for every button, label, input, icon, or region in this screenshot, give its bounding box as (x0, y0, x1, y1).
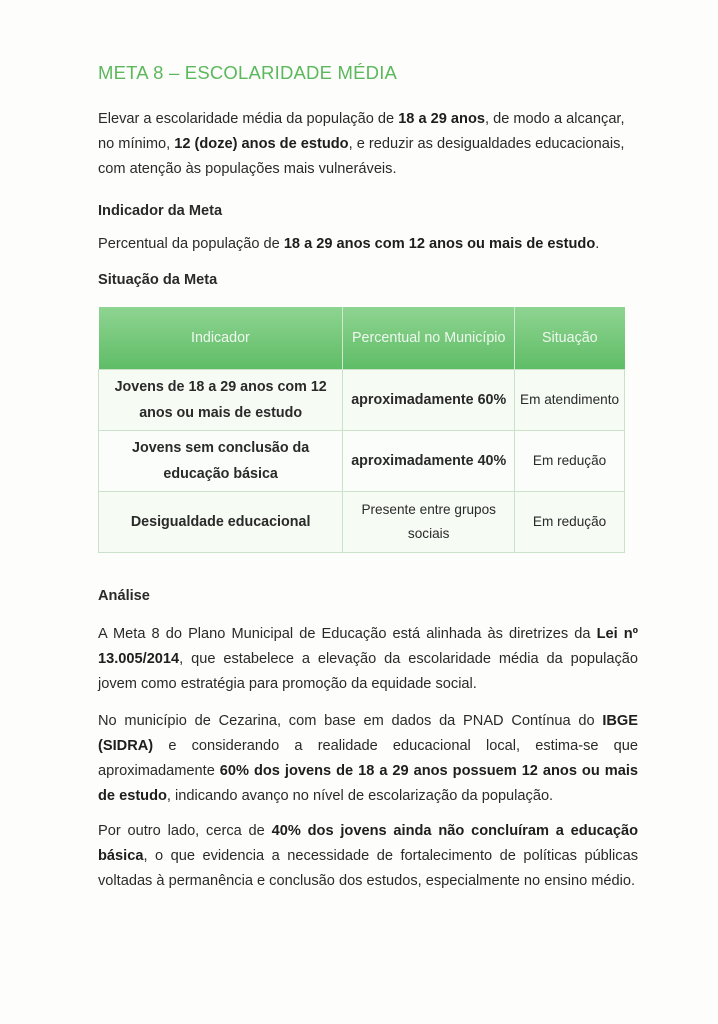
header-percentual: Percentual no Município (343, 307, 515, 370)
cell-percentual: aproximadamente 40% (343, 431, 515, 492)
analise-paragraph-3: Por outro lado, cerca de 40% dos jovens ainda não concluíram a educação básica, o que evidencia a necessidade de fortalecimento de políticas públicas voltadas à permanência e conclusão dos estudos, especialmente no ensino médio. (98, 823, 638, 889)
header-situacao: Situação (515, 307, 625, 370)
intro-paragraph: Elevar a escolaridade média da população de 18 a 29 anos, de modo a alcançar, no mínimo, 12 (doze) anos de estudo, e reduzir as desigualdades educacionais, com atenção às populações mais vulneráveis. (98, 111, 625, 177)
cell-percentual: aproximadamente 60% (343, 370, 515, 431)
analise-paragraph-2: No município de Cezarina, com base em dados da PNAD Contínua do IBGE (SIDRA) e considerando a realidade educacional local, estima-se que aproximadamente 60% dos jovens de 18 a 29 anos possuem 12 anos ou mais de estudo, indicando avanço no nível de escolarização da população. (98, 713, 639, 804)
cell-situacao: Em atendimento (515, 370, 625, 431)
cell-indicador: Jovens de 18 a 29 anos com 12 anos ou mais de estudo (99, 370, 343, 431)
analise-paragraph-1: A Meta 8 do Plano Municipal de Educação está alinhada às diretrizes da Lei nº 13.005/2014, que estabelece a elevação da escolaridade média da população jovem como estratégia para promoção da equidade social. (98, 626, 638, 692)
cell-situacao: Em redução (515, 431, 625, 492)
situacao-heading: Situação da Meta (98, 272, 218, 288)
table-row (99, 431, 625, 492)
cell-indicador: Jovens sem conclusão da educação básica (99, 431, 343, 492)
header-indicador: Indicador (99, 307, 343, 370)
page-title: META 8 – ESCOLARIDADE MÉDIA (98, 62, 398, 83)
indicador-paragraph: Percentual da população de 18 a 29 anos com 12 anos ou mais de estudo. (98, 236, 600, 252)
table-row (99, 492, 625, 553)
situacao-table (98, 307, 625, 553)
table-row (99, 370, 625, 431)
cell-situacao: Em redução (515, 492, 625, 553)
analise-heading: Análise (98, 588, 150, 604)
cell-indicador: Desigualdade educacional (99, 492, 343, 553)
indicador-heading: Indicador da Meta (98, 203, 223, 219)
cell-percentual: Presente entre grupos sociais (343, 492, 515, 553)
table-header-row (99, 307, 625, 370)
